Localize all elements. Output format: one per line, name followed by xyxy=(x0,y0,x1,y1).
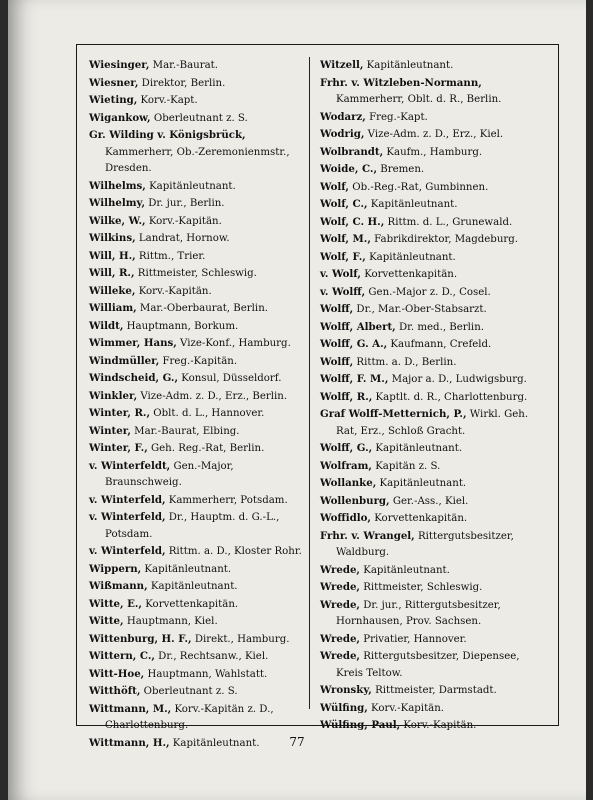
entry-name: Wolff, G., xyxy=(320,442,373,454)
entry-name: Frhr. v. Witzleben-Normann, xyxy=(320,76,482,89)
page-number: 77 xyxy=(289,735,305,749)
entry-name: Wodarz, xyxy=(320,110,366,123)
entry-details: Kapitänleutnant. xyxy=(359,564,450,576)
directory-entry xyxy=(89,230,309,248)
directory-entry xyxy=(89,405,309,423)
entry-name: Wittmann, M., xyxy=(89,702,172,715)
entry-details: Kapitänleutnant. xyxy=(372,443,463,454)
entry-details: Rittmeister, Schleswig. xyxy=(134,268,257,279)
entry-name: Wittmann, H., xyxy=(89,736,170,749)
directory-entry xyxy=(89,561,309,579)
directory-entry xyxy=(320,717,540,735)
entry-details: Vize-Konf., Hamburg. xyxy=(176,338,291,349)
entry-name: Woffidlo, xyxy=(320,512,371,524)
entry-name: Willeke, xyxy=(89,284,136,297)
entry-details: Kapitänleutnant. xyxy=(363,60,454,71)
left-column xyxy=(89,57,309,752)
directory-entry xyxy=(89,701,309,735)
entry-name: Wiesinger, xyxy=(89,59,150,71)
entry-details: Hauptmann, Kiel. xyxy=(123,616,218,627)
directory-entry xyxy=(89,596,309,614)
directory-entry xyxy=(320,440,540,458)
entry-details: Landrat, Hornow. xyxy=(135,233,230,244)
directory-entry xyxy=(320,631,540,649)
entry-name: Wülfing, xyxy=(320,701,368,714)
entry-details: Kapitänleutnant. xyxy=(145,180,236,192)
entry-details: Rittergutsbesitzer, Waldburg. xyxy=(336,530,514,558)
entry-name: Wrede, xyxy=(320,632,360,645)
directory-entry xyxy=(89,265,309,283)
entry-name: v. Wolf, xyxy=(320,268,361,280)
directory-entry xyxy=(89,423,309,441)
entry-name: v. Winterfeld, xyxy=(89,493,166,506)
entry-details: Korv.-Kapitän. xyxy=(400,720,477,731)
entry-name: Will, H., xyxy=(89,249,136,262)
directory-entry xyxy=(320,196,540,214)
directory-entry xyxy=(89,335,309,353)
directory-entry xyxy=(320,354,540,372)
entry-name: William, xyxy=(89,302,137,314)
entry-details: Kaptlt. d. R., Charlottenburg. xyxy=(372,391,528,403)
entry-name: Wolff, xyxy=(320,303,354,315)
directory-entry xyxy=(320,597,540,631)
entry-details: Dr. jur., Berlin. xyxy=(145,198,225,209)
directory-entry xyxy=(320,648,540,682)
entry-details: Rittergutsbesitzer, Diepensee, Kreis Teltow. xyxy=(336,651,520,679)
entry-details: Kapitänleutnant. xyxy=(141,563,232,575)
directory-entry xyxy=(89,578,309,596)
entry-details: Rittm. d. L., Grunewald. xyxy=(384,216,513,228)
directory-entry xyxy=(89,178,309,196)
entry-name: Wrede, xyxy=(320,563,360,576)
directory-entry xyxy=(320,579,540,597)
entry-name: Wolf, M., xyxy=(320,233,371,245)
directory-entry xyxy=(89,195,309,213)
directory-entry xyxy=(320,109,540,127)
entry-name: Wilkins, xyxy=(89,232,136,244)
entry-name: Wieting, xyxy=(89,94,138,106)
entry-name: Wolff, F. M., xyxy=(320,373,389,385)
entry-details: Kapitänleutnant. xyxy=(147,581,238,592)
entry-name: Witte, xyxy=(89,615,124,627)
entry-name: Winkler, xyxy=(89,389,138,402)
entry-name: Witthöft, xyxy=(89,685,141,697)
directory-entry xyxy=(89,370,309,388)
directory-entry xyxy=(320,458,540,476)
entry-details: Major a. D., Ludwigsburg. xyxy=(388,374,527,385)
directory-entry xyxy=(89,648,309,666)
directory-entry xyxy=(320,336,540,354)
directory-entry xyxy=(89,353,309,371)
directory-entry xyxy=(320,475,540,493)
entry-details: Konsul, Düsseldorf. xyxy=(178,373,282,384)
directory-entry xyxy=(320,562,540,580)
entry-details: Ob.-Reg.-Rat, Gumbinnen. xyxy=(348,181,489,193)
entry-details: Kaufm., Hamburg. xyxy=(383,146,483,158)
entry-name: Wilhelmy, xyxy=(89,197,146,209)
entry-name: Wigankow, xyxy=(89,111,151,124)
directory-entry xyxy=(89,666,309,684)
entry-details: Wirkl. Geh. Rat, Erz., Schloß Gracht. xyxy=(336,409,529,437)
entry-details: Vize-Adm. z. D., Erz., Kiel. xyxy=(364,129,504,140)
entry-details: Kapitänleutnant. xyxy=(365,251,456,263)
entry-details: Freg.-Kapitän. xyxy=(159,355,238,367)
directory-entry xyxy=(89,509,309,543)
entry-details: Dr. jur., Rittergutsbesitzer, Hornhausen, Prov. Sachsen. xyxy=(336,599,501,627)
entry-name: Wolf, F., xyxy=(320,250,366,263)
entry-name: Wittenburg, H. F., xyxy=(89,632,192,645)
entry-name: v. Winterfeld, xyxy=(89,511,166,523)
entry-name: Graf Wolff-Metternich, P., xyxy=(320,408,467,420)
directory-entry xyxy=(320,57,540,75)
entry-name: Wollenburg, xyxy=(320,494,390,507)
entry-name: Wimmer, Hans, xyxy=(89,337,177,349)
entry-name: Wolff, xyxy=(320,355,354,368)
directory-entry xyxy=(89,283,309,301)
entry-name: Wilke, W., xyxy=(89,214,146,227)
directory-entry xyxy=(320,284,540,302)
entry-details: Hauptmann, Borkum. xyxy=(123,320,239,332)
entry-details: Hauptmann, Wahlstatt. xyxy=(144,668,268,680)
entry-name: Windscheid, G., xyxy=(89,372,179,384)
directory-entry xyxy=(320,406,540,440)
entry-details: Kapitänleutnant. xyxy=(169,737,260,749)
directory-entry xyxy=(320,682,540,700)
entry-details: Vize-Adm. z. D., Erz., Berlin. xyxy=(137,390,288,402)
entry-details: Mar.-Baurat. xyxy=(149,60,218,71)
directory-entry xyxy=(320,144,540,162)
entry-details: Korv.-Kapitän. xyxy=(367,702,445,714)
directory-entry xyxy=(89,683,309,701)
entry-name: Wolff, Albert, xyxy=(320,320,396,333)
entry-name: Winter, F., xyxy=(89,442,148,454)
entry-name: Wildt, xyxy=(89,319,124,332)
entry-details: Kapitänleutnant. xyxy=(376,478,467,489)
entry-details: Dr., Mar.-Ober-Stabsarzt. xyxy=(353,304,487,315)
directory-entry xyxy=(320,214,540,232)
entry-details: Rittm. a. D., Berlin. xyxy=(353,356,457,368)
entry-name: Wrede, xyxy=(320,650,360,662)
directory-entry xyxy=(320,249,540,267)
directory-entry xyxy=(89,75,309,93)
directory-entry xyxy=(320,700,540,718)
entry-name: Will, R., xyxy=(89,267,135,279)
entry-name: Wrede, xyxy=(320,598,360,611)
entry-details: Oblt. d. L., Hannover. xyxy=(150,408,265,419)
directory-entry xyxy=(320,75,540,109)
entry-details: Korv.-Kapitän. xyxy=(135,285,212,297)
entry-name: Wilhelms, xyxy=(89,179,146,192)
directory-entry xyxy=(89,388,309,406)
book-page xyxy=(8,0,586,800)
entry-name: Gr. Wilding v. Königsbrück, xyxy=(89,129,246,141)
entry-name: Winter, R., xyxy=(89,407,151,419)
entry-details: Rittmeister, Schleswig. xyxy=(359,582,483,593)
entry-details: Direktor, Berlin. xyxy=(138,77,226,89)
directory-entry xyxy=(89,543,309,561)
entry-details: Privatier, Hannover. xyxy=(359,633,467,645)
directory-entry xyxy=(320,510,540,528)
entry-name: Windmüller, xyxy=(89,354,160,367)
entry-name: Wolff, R., xyxy=(320,390,373,403)
entry-name: Wittern, C., xyxy=(89,650,155,662)
entry-details: Kammerherr, Oblt. d. R., Berlin. xyxy=(336,94,502,105)
directory-entry xyxy=(89,213,309,231)
directory-entry xyxy=(89,458,309,492)
directory-entry xyxy=(320,301,540,319)
entry-details: Fabrikdirektor, Magdeburg. xyxy=(370,234,519,245)
entry-details: Geh. Reg.-Rat, Berlin. xyxy=(147,443,265,454)
entry-name: Wolfram, xyxy=(320,459,372,472)
entry-name: Frhr. v. Wrangel, xyxy=(320,529,415,542)
entry-details: Kammerherr, Ob.-Zeremonienmstr., Dresden. xyxy=(105,146,290,174)
entry-details: Korv.-Kapitän. xyxy=(145,215,222,227)
entry-details: Korvettenkapitän. xyxy=(370,513,468,524)
entry-name: v. Winterfeld, xyxy=(89,545,166,557)
entry-name: Wronsky, xyxy=(320,684,372,696)
directory-entry xyxy=(320,231,540,249)
entry-details: Dr., Hauptm. d. G.-L., Potsdam. xyxy=(105,512,280,540)
entry-details: Dr. med., Berlin. xyxy=(395,321,484,333)
directory-entry xyxy=(89,300,309,318)
entry-details: Freg.-Kapt. xyxy=(365,111,428,123)
directory-entry xyxy=(89,248,309,266)
directory-entry xyxy=(89,57,309,75)
entry-details: Kammerherr, Potsdam. xyxy=(165,494,288,506)
entry-details: Rittmeister, Darmstadt. xyxy=(371,685,497,696)
directory-entry xyxy=(89,127,309,178)
directory-entry xyxy=(320,179,540,197)
entry-name: Winter, xyxy=(89,424,131,437)
entry-details: Korv.-Kapitän z. D., Charlottenburg. xyxy=(105,703,274,731)
entry-details: Kapitänleutnant. xyxy=(367,199,458,210)
entry-details: Dr., Rechtsanw., Kiel. xyxy=(154,651,269,662)
entry-name: Wolff, G. A., xyxy=(320,338,388,350)
entry-name: Wülfing, Paul, xyxy=(320,719,401,731)
entry-details: Rittm. a. D., Kloster Rohr. xyxy=(165,546,302,557)
entry-name: Witzell, xyxy=(320,59,364,71)
directory-entry xyxy=(89,318,309,336)
entry-name: Wißmann, xyxy=(89,580,148,592)
entry-details: Korv.-Kapt. xyxy=(137,95,198,106)
entry-details: Ger.-Ass., Kiel. xyxy=(389,495,469,507)
directory-entry xyxy=(89,440,309,458)
entry-name: Wolf, C. H., xyxy=(320,215,385,228)
entry-details: Oberleutnant z. S. xyxy=(150,112,248,124)
entry-name: Wodrig, xyxy=(320,128,365,140)
right-column xyxy=(320,57,540,735)
entry-details: Korvettenkapitän. xyxy=(141,598,239,610)
entry-details: Direkt., Hamburg. xyxy=(191,633,290,645)
entry-details: Kaufmann, Crefeld. xyxy=(387,339,492,350)
entry-details: Rittm., Trier. xyxy=(135,250,206,262)
directory-entry xyxy=(89,92,309,110)
entry-details: Mar.-Baurat, Elbing. xyxy=(130,425,240,437)
entry-details: Korvettenkapitän. xyxy=(360,269,458,280)
directory-entry xyxy=(320,126,540,144)
directory-entry xyxy=(89,110,309,128)
entry-name: Wippern, xyxy=(89,562,142,575)
entry-details: Kapitän z. S. xyxy=(371,460,441,472)
directory-entry xyxy=(320,528,540,562)
directory-entry xyxy=(89,613,309,631)
entry-name: v. Wolff, xyxy=(320,285,366,298)
directory-entry xyxy=(89,492,309,510)
entry-name: Wolf, C., xyxy=(320,198,368,210)
entry-name: Wiesner, xyxy=(89,76,139,89)
directory-entry xyxy=(320,161,540,179)
entry-name: v. Winterfeldt, xyxy=(89,459,171,472)
entry-details: Gen.-Major z. D., Cosel. xyxy=(365,286,491,298)
entry-details: Mar.-Oberbaurat, Berlin. xyxy=(136,303,268,314)
directory-entry xyxy=(320,266,540,284)
directory-entry xyxy=(320,493,540,511)
entry-name: Witte, E., xyxy=(89,597,142,610)
directory-entry xyxy=(89,631,309,649)
entry-name: Wolf, xyxy=(320,180,349,193)
entry-name: Witt-Hoe, xyxy=(89,667,145,680)
directory-entry xyxy=(320,389,540,407)
directory-entry xyxy=(320,371,540,389)
entry-name: Wollanke, xyxy=(320,477,377,489)
entry-details: Oberleutnant z. S. xyxy=(140,686,238,697)
entry-name: Wolbrandt, xyxy=(320,145,384,158)
entry-name: Woide, C., xyxy=(320,163,377,175)
entry-name: Wrede, xyxy=(320,581,360,593)
column-divider xyxy=(309,57,310,709)
entry-details: Bremen. xyxy=(377,164,425,175)
directory-entry xyxy=(320,319,540,337)
entry-details: Gen.-Major, Braunschweig. xyxy=(105,460,234,488)
